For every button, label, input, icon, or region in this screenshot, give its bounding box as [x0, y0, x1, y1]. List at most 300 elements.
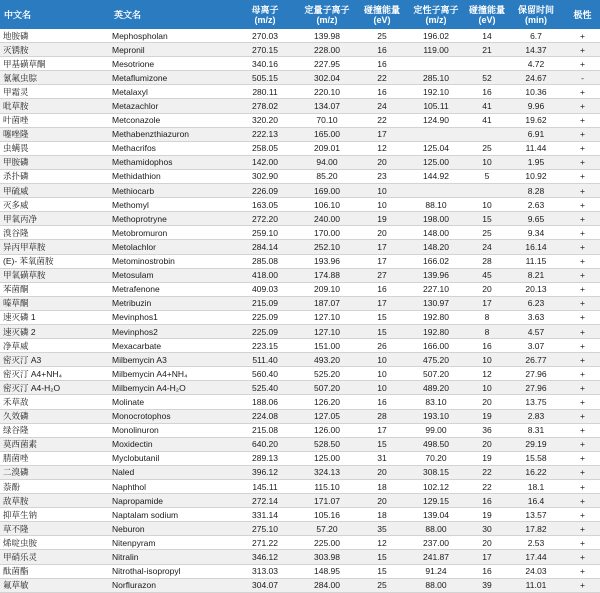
cell-parent-ion: 346.12	[235, 550, 295, 564]
cell-qual-ion: 198.00	[405, 212, 467, 226]
cell-en-name: Mesotrione	[110, 57, 235, 71]
header-quant-ce	[359, 0, 405, 29]
cell-en-name: Mevinphos1	[110, 310, 235, 324]
cell-retention-time: 13.75	[507, 395, 565, 409]
table-row	[0, 550, 600, 564]
cell-quant-ce: 17	[359, 254, 405, 268]
table-row	[0, 212, 600, 226]
cell-qual-ion	[405, 57, 467, 71]
cell-quant-ion: 105.16	[295, 508, 359, 522]
cell-cn-name: 溴谷隆	[0, 226, 110, 240]
cell-qual-ce: 21	[467, 43, 507, 57]
cell-quant-ce: 16	[359, 282, 405, 296]
cell-qual-ion: 166.02	[405, 254, 467, 268]
cell-qual-ce: 16	[467, 339, 507, 353]
cell-qual-ion: 148.00	[405, 226, 467, 240]
cell-en-name: Norflurazon	[110, 578, 235, 592]
cell-polarity: +	[565, 127, 600, 141]
cell-quant-ce: 24	[359, 99, 405, 113]
cell-retention-time: 9.65	[507, 212, 565, 226]
cell-retention-time: 26.77	[507, 353, 565, 367]
cell-quant-ion: 139.98	[295, 29, 359, 43]
cell-en-name: Nitrothal-isopropyl	[110, 564, 235, 578]
table-row	[0, 465, 600, 479]
cell-polarity: +	[565, 367, 600, 381]
cell-en-name: Naled	[110, 465, 235, 479]
cell-qual-ion: 105.11	[405, 99, 467, 113]
cell-en-name: Nitenpyram	[110, 536, 235, 550]
cell-quant-ion: 284.00	[295, 578, 359, 592]
cell-cn-name: 氰氟虫腙	[0, 71, 110, 85]
cell-cn-name: 速灭磷 2	[0, 324, 110, 338]
cell-qual-ce: 24	[467, 240, 507, 254]
header-parent-ion-label: 母离子	[251, 4, 279, 15]
cell-cn-name: 腈菌唑	[0, 451, 110, 465]
cell-polarity: +	[565, 409, 600, 423]
cell-en-name: Monocrotophos	[110, 409, 235, 423]
cell-qual-ion: 102.12	[405, 480, 467, 494]
cell-en-name: Monolinuron	[110, 423, 235, 437]
cell-retention-time: 11.15	[507, 254, 565, 268]
cell-polarity: +	[565, 169, 600, 183]
cell-parent-ion: 396.12	[235, 465, 295, 479]
cell-en-name: Methacrifos	[110, 141, 235, 155]
cell-quant-ion: 507.20	[295, 381, 359, 395]
cell-retention-time: 3.63	[507, 310, 565, 324]
cell-polarity: +	[565, 310, 600, 324]
cell-qual-ce: 16	[467, 564, 507, 578]
cell-quant-ce: 28	[359, 409, 405, 423]
cell-en-name: Metribuzin	[110, 296, 235, 310]
cell-qual-ce: 22	[467, 465, 507, 479]
table-row	[0, 522, 600, 536]
cell-qual-ce: 22	[467, 480, 507, 494]
cell-qual-ce: 17	[467, 296, 507, 310]
cell-polarity: -	[565, 71, 600, 85]
cell-quant-ion: 151.00	[295, 339, 359, 353]
cell-cn-name: 速灭磷 1	[0, 310, 110, 324]
table-row	[0, 141, 600, 155]
cell-cn-name: 噻唑隆	[0, 127, 110, 141]
cell-quant-ion: 228.00	[295, 43, 359, 57]
cell-quant-ce: 27	[359, 268, 405, 282]
table-row	[0, 198, 600, 212]
cell-qual-ce: 28	[467, 254, 507, 268]
cell-polarity: +	[565, 268, 600, 282]
cell-qual-ce: 10	[467, 155, 507, 169]
cell-cn-name: 净草威	[0, 339, 110, 353]
cell-en-name: Mevinphos2	[110, 324, 235, 338]
cell-cn-name: 甲氧磺草胺	[0, 268, 110, 282]
cell-en-name: Mepronil	[110, 43, 235, 57]
cell-qual-ion: 88.10	[405, 198, 467, 212]
cell-quant-ion: 220.10	[295, 85, 359, 99]
cell-en-name: Metolachlor	[110, 240, 235, 254]
header-en-name: 英文名	[110, 0, 235, 29]
cell-quant-ce: 10	[359, 367, 405, 381]
cell-retention-time: 19.62	[507, 113, 565, 127]
table-row	[0, 184, 600, 198]
table-row	[0, 536, 600, 550]
cell-qual-ion: 285.10	[405, 71, 467, 85]
cell-quant-ce: 20	[359, 155, 405, 169]
cell-quant-ce: 22	[359, 71, 405, 85]
cell-parent-ion: 278.02	[235, 99, 295, 113]
cell-en-name: Metalaxyl	[110, 85, 235, 99]
table-row	[0, 395, 600, 409]
cell-quant-ion: 493.20	[295, 353, 359, 367]
cell-qual-ce: 20	[467, 536, 507, 550]
cell-en-name: Methomyl	[110, 198, 235, 212]
cell-en-name: Methabenzthiazuron	[110, 127, 235, 141]
cell-polarity: +	[565, 564, 600, 578]
cell-quant-ce: 20	[359, 226, 405, 240]
cell-quant-ce: 35	[359, 522, 405, 536]
cell-cn-name: 绿谷隆	[0, 423, 110, 437]
cell-en-name: Methiocarb	[110, 184, 235, 198]
cell-en-name: Metazachlor	[110, 99, 235, 113]
cell-qual-ion: 308.15	[405, 465, 467, 479]
cell-quant-ce: 15	[359, 564, 405, 578]
cell-parent-ion: 511.40	[235, 353, 295, 367]
cell-parent-ion: 340.16	[235, 57, 295, 71]
cell-polarity: +	[565, 184, 600, 198]
cell-retention-time: 4.72	[507, 57, 565, 71]
cell-retention-time: 2.53	[507, 536, 565, 550]
cell-qual-ce: 19	[467, 451, 507, 465]
cell-quant-ion: 94.00	[295, 155, 359, 169]
cell-quant-ion: 134.07	[295, 99, 359, 113]
cell-parent-ion: 302.90	[235, 169, 295, 183]
cell-quant-ce: 17	[359, 423, 405, 437]
cell-cn-name: 甲基磺草酮	[0, 57, 110, 71]
cell-retention-time: 6.91	[507, 127, 565, 141]
cell-cn-name: 烯啶虫胺	[0, 536, 110, 550]
cell-retention-time: 24.03	[507, 564, 565, 578]
cell-quant-ion: 85.20	[295, 169, 359, 183]
cell-qual-ce: 10	[467, 198, 507, 212]
cell-parent-ion: 258.05	[235, 141, 295, 155]
cell-polarity: +	[565, 141, 600, 155]
cell-qual-ce: 17	[467, 550, 507, 564]
table-row	[0, 155, 600, 169]
cell-retention-time: 16.22	[507, 465, 565, 479]
cell-parent-ion: 163.05	[235, 198, 295, 212]
cell-quant-ion: 126.20	[295, 395, 359, 409]
cell-quant-ion: 525.20	[295, 367, 359, 381]
cell-cn-name: 杀扑磷	[0, 169, 110, 183]
cell-retention-time: 27.96	[507, 367, 565, 381]
cell-qual-ion: 70.20	[405, 451, 467, 465]
table-row	[0, 367, 600, 381]
cell-polarity: +	[565, 437, 600, 451]
cell-qual-ce: 19	[467, 409, 507, 423]
cell-retention-time: 9.96	[507, 99, 565, 113]
table-row	[0, 578, 600, 592]
table-row	[0, 296, 600, 310]
cell-qual-ion: 193.10	[405, 409, 467, 423]
cell-quant-ion: 170.00	[295, 226, 359, 240]
cell-qual-ion	[405, 127, 467, 141]
cell-quant-ion: 209.10	[295, 282, 359, 296]
cell-polarity: +	[565, 494, 600, 508]
cell-retention-time: 17.44	[507, 550, 565, 564]
cell-polarity: +	[565, 254, 600, 268]
cell-en-name: Mexacarbate	[110, 339, 235, 353]
cell-cn-name: 久效磷	[0, 409, 110, 423]
cell-retention-time: 16.14	[507, 240, 565, 254]
header-qual-ion-unit: (m/z)	[425, 14, 447, 25]
cell-qual-ion: 475.20	[405, 353, 467, 367]
cell-en-name: Metosulam	[110, 268, 235, 282]
cell-en-name: Milbemycin A4-H₂O	[110, 381, 235, 395]
cell-quant-ion: 187.07	[295, 296, 359, 310]
cell-cn-name: 酞菌酯	[0, 564, 110, 578]
table-row	[0, 268, 600, 282]
cell-parent-ion: 320.20	[235, 113, 295, 127]
cell-cn-name: 莫西菌素	[0, 437, 110, 451]
cell-retention-time: 14.37	[507, 43, 565, 57]
cell-retention-time: 10.36	[507, 85, 565, 99]
cell-qual-ce: 16	[467, 85, 507, 99]
table-row	[0, 282, 600, 296]
cell-qual-ce	[467, 127, 507, 141]
cell-quant-ion: 240.00	[295, 212, 359, 226]
cell-qual-ion: 88.00	[405, 522, 467, 536]
cell-quant-ce: 17	[359, 127, 405, 141]
cell-en-name: Metconazole	[110, 113, 235, 127]
cell-qual-ion: 192.10	[405, 85, 467, 99]
cell-cn-name: 萘酚	[0, 480, 110, 494]
cell-qual-ion: 507.20	[405, 367, 467, 381]
cell-polarity: +	[565, 480, 600, 494]
cell-cn-name: 敌草胺	[0, 494, 110, 508]
cell-polarity: +	[565, 353, 600, 367]
cell-quant-ce: 16	[359, 57, 405, 71]
cell-qual-ion: 196.02	[405, 29, 467, 43]
cell-quant-ce: 15	[359, 550, 405, 564]
table-row	[0, 564, 600, 578]
cell-quant-ce: 22	[359, 113, 405, 127]
table-row	[0, 508, 600, 522]
cell-polarity: +	[565, 296, 600, 310]
cell-retention-time: 16.4	[507, 494, 565, 508]
cell-cn-name: 虫螨畏	[0, 141, 110, 155]
cell-quant-ce: 15	[359, 310, 405, 324]
cell-qual-ce: 20	[467, 282, 507, 296]
table-row	[0, 451, 600, 465]
cell-qual-ce: 19	[467, 508, 507, 522]
cell-retention-time: 24.67	[507, 71, 565, 85]
cell-cn-name: 氟草敏	[0, 578, 110, 592]
cell-qual-ion: 192.80	[405, 324, 467, 338]
cell-quant-ion: 252.10	[295, 240, 359, 254]
cell-quant-ce: 18	[359, 508, 405, 522]
cell-cn-name: 密灭汀 A4-H₂O	[0, 381, 110, 395]
cell-retention-time: 2.83	[507, 409, 565, 423]
table-row	[0, 85, 600, 99]
cell-cn-name: 地胺磷	[0, 29, 110, 43]
table-row	[0, 353, 600, 367]
cell-qual-ce: 25	[467, 141, 507, 155]
cell-retention-time: 11.44	[507, 141, 565, 155]
header-retention-time-unit: (min)	[525, 14, 547, 25]
header-qual-ion	[405, 0, 467, 29]
cell-polarity: +	[565, 155, 600, 169]
cell-quant-ion: 227.95	[295, 57, 359, 71]
cell-cn-name: 叶菌唑	[0, 113, 110, 127]
cell-en-name: Naphthol	[110, 480, 235, 494]
cell-quant-ion: 169.00	[295, 184, 359, 198]
cell-qual-ion: 148.20	[405, 240, 467, 254]
cell-polarity: +	[565, 578, 600, 592]
cell-parent-ion: 259.10	[235, 226, 295, 240]
cell-quant-ion: 126.00	[295, 423, 359, 437]
header-quant-ion	[295, 0, 359, 29]
cell-quant-ion: 125.00	[295, 451, 359, 465]
cell-parent-ion: 142.00	[235, 155, 295, 169]
cell-parent-ion: 505.15	[235, 71, 295, 85]
cell-retention-time: 6.7	[507, 29, 565, 43]
header-row	[0, 0, 600, 29]
cell-retention-time: 2.63	[507, 198, 565, 212]
table-row	[0, 423, 600, 437]
cell-polarity: +	[565, 395, 600, 409]
header-polarity: 极性	[565, 0, 600, 29]
cell-quant-ce: 18	[359, 480, 405, 494]
cell-qual-ion: 139.96	[405, 268, 467, 282]
cell-parent-ion: 145.11	[235, 480, 295, 494]
cell-en-name: Metrafenone	[110, 282, 235, 296]
cell-polarity: +	[565, 99, 600, 113]
table-row	[0, 437, 600, 451]
cell-parent-ion: 285.08	[235, 254, 295, 268]
cell-quant-ce: 20	[359, 465, 405, 479]
cell-retention-time: 9.34	[507, 226, 565, 240]
table-row	[0, 29, 600, 43]
cell-qual-ce: 20	[467, 437, 507, 451]
cell-quant-ion: 127.10	[295, 324, 359, 338]
cell-quant-ce: 12	[359, 536, 405, 550]
header-qual-ce-unit: (eV)	[478, 14, 496, 25]
header-retention-time-label: 保留时间	[517, 4, 554, 15]
cell-retention-time: 8.21	[507, 268, 565, 282]
cell-qual-ce	[467, 184, 507, 198]
cell-polarity: +	[565, 113, 600, 127]
table-row	[0, 254, 600, 268]
table-row	[0, 57, 600, 71]
cell-qual-ce: 10	[467, 353, 507, 367]
cell-quant-ce: 16	[359, 43, 405, 57]
cell-quant-ion: 165.00	[295, 127, 359, 141]
cell-qual-ion: 129.15	[405, 494, 467, 508]
cell-qual-ce: 20	[467, 395, 507, 409]
cell-quant-ion: 106.10	[295, 198, 359, 212]
cell-polarity: +	[565, 423, 600, 437]
cell-parent-ion: 525.40	[235, 381, 295, 395]
cell-qual-ion	[405, 184, 467, 198]
cell-quant-ion: 209.01	[295, 141, 359, 155]
cell-qual-ce: 52	[467, 71, 507, 85]
cell-quant-ion: 225.00	[295, 536, 359, 550]
cell-en-name: Myclobutanil	[110, 451, 235, 465]
cell-polarity: +	[565, 508, 600, 522]
header-quant-ce-label: 碰撞能量	[363, 4, 400, 15]
cell-parent-ion: 640.20	[235, 437, 295, 451]
cell-quant-ce: 19	[359, 212, 405, 226]
cell-cn-name: 吡草胺	[0, 99, 110, 113]
table-row	[0, 324, 600, 338]
cell-retention-time: 27.96	[507, 381, 565, 395]
cell-parent-ion: 222.13	[235, 127, 295, 141]
header-retention-time	[507, 0, 565, 29]
cell-cn-name: 灭多威	[0, 198, 110, 212]
cell-cn-name: 二溴磷	[0, 465, 110, 479]
cell-quant-ce: 17	[359, 296, 405, 310]
cell-quant-ion: 528.50	[295, 437, 359, 451]
cell-qual-ion: 237.00	[405, 536, 467, 550]
cell-retention-time: 10.92	[507, 169, 565, 183]
cell-qual-ce	[467, 57, 507, 71]
cell-parent-ion: 188.06	[235, 395, 295, 409]
cell-quant-ce: 16	[359, 395, 405, 409]
table-row	[0, 169, 600, 183]
table-row	[0, 127, 600, 141]
cell-qual-ce: 25	[467, 226, 507, 240]
cell-en-name: Nitralin	[110, 550, 235, 564]
cell-qual-ion: 99.00	[405, 423, 467, 437]
cell-cn-name: 密灭汀 A4+NH₄	[0, 367, 110, 381]
cell-parent-ion: 418.00	[235, 268, 295, 282]
cell-quant-ce: 12	[359, 141, 405, 155]
cell-en-name: Methoprotryne	[110, 212, 235, 226]
cell-retention-time: 4.57	[507, 324, 565, 338]
cell-cn-name: 抑草生钠	[0, 508, 110, 522]
cell-qual-ce: 10	[467, 381, 507, 395]
cell-en-name: Mephospholan	[110, 29, 235, 43]
cell-quant-ion: 303.98	[295, 550, 359, 564]
cell-qual-ion: 192.80	[405, 310, 467, 324]
cell-parent-ion: 331.14	[235, 508, 295, 522]
cell-quant-ion: 70.10	[295, 113, 359, 127]
cell-en-name: Moxidectin	[110, 437, 235, 451]
cell-retention-time: 1.95	[507, 155, 565, 169]
cell-quant-ce: 16	[359, 85, 405, 99]
cell-polarity: +	[565, 465, 600, 479]
cell-quant-ion: 127.10	[295, 310, 359, 324]
cell-quant-ion: 193.96	[295, 254, 359, 268]
cell-qual-ion: 241.87	[405, 550, 467, 564]
cell-parent-ion: 223.15	[235, 339, 295, 353]
cell-parent-ion: 280.11	[235, 85, 295, 99]
cell-quant-ion: 171.07	[295, 494, 359, 508]
cell-retention-time: 13.57	[507, 508, 565, 522]
cell-qual-ce: 8	[467, 324, 507, 338]
cell-en-name: Methamidophos	[110, 155, 235, 169]
cell-en-name: Molinate	[110, 395, 235, 409]
cell-retention-time: 8.28	[507, 184, 565, 198]
cell-qual-ce: 39	[467, 578, 507, 592]
cell-quant-ion: 148.95	[295, 564, 359, 578]
table-row	[0, 494, 600, 508]
cell-en-name: Neburon	[110, 522, 235, 536]
cell-polarity: +	[565, 198, 600, 212]
cell-polarity: +	[565, 85, 600, 99]
header-parent-ion	[235, 0, 295, 29]
cell-qual-ion: 88.00	[405, 578, 467, 592]
cell-retention-time: 29.19	[507, 437, 565, 451]
cell-parent-ion: 225.09	[235, 324, 295, 338]
